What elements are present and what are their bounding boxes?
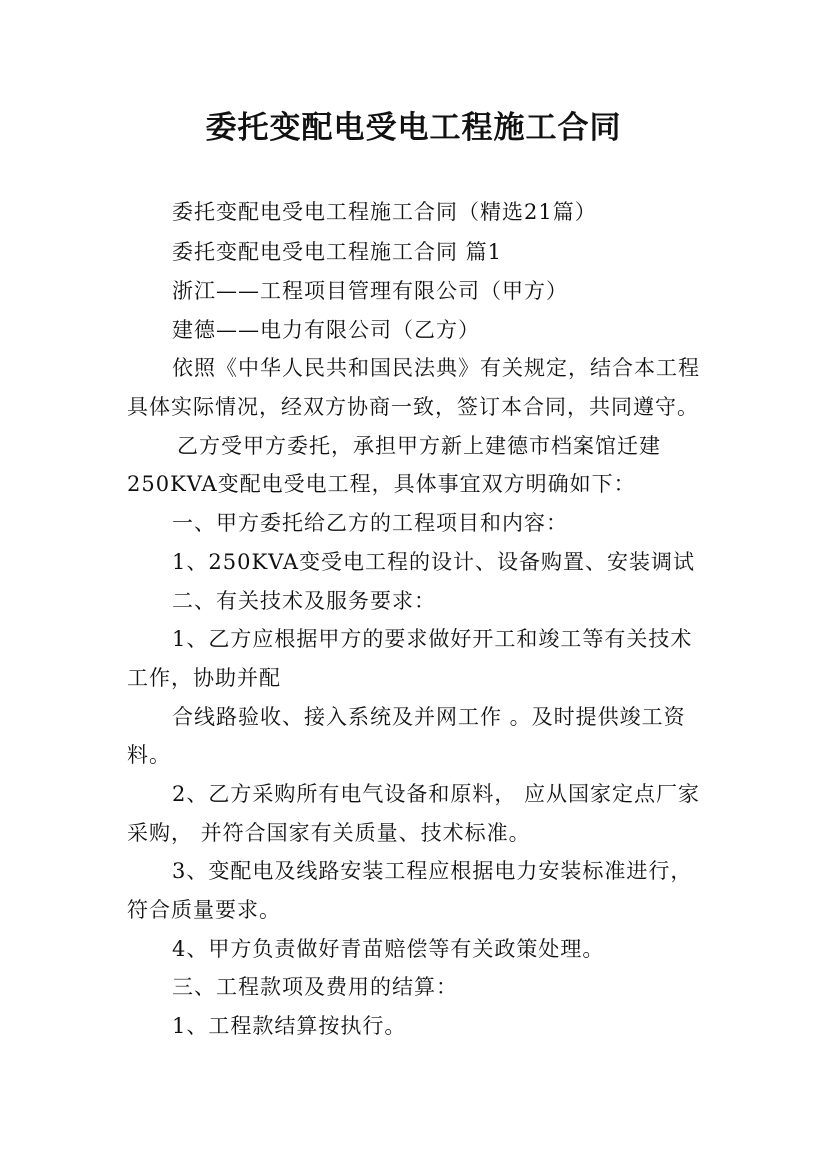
party-a-line: 浙江——工程项目管理有限公司（甲方） [172, 279, 568, 303]
clause-item: 1、乙方应根据甲方的要求做好开工和竣工等有关技术 [172, 627, 693, 651]
clause-item-continued: 合线路验收、接入系统及并网工作 。及时提供竣工资 [172, 705, 686, 729]
section-heading: 委托变配电受电工程施工合同 篇1 [172, 240, 503, 264]
clause-item: 2、乙方采购所有电气设备和原料， 应从国家定点厂家 [172, 782, 701, 806]
clause-item-continued: 采购， 并符合国家有关质量、技术标准。 [127, 821, 531, 845]
party-b-line: 建德——电力有限公司（乙方） [172, 318, 480, 342]
clause-heading: 三、工程款项及费用的结算： [172, 975, 458, 999]
paragraph-line: 具体实际情况，经双方协商一致，签订本合同，共同遵守。 [127, 395, 699, 419]
clause-heading: 一、甲方委托给乙方的工程项目和内容： [172, 511, 568, 535]
clause-heading: 二、有关技术及服务要求： [172, 589, 436, 613]
subtitle-line: 委托变配电受电工程施工合同（精选21篇） [172, 200, 597, 224]
paragraph-line: 250KVA变配电受电工程，具体事宜双方明确如下： [127, 472, 636, 496]
clause-item: 3、变配电及线路安装工程应根据电力安装标准进行， [172, 859, 693, 883]
clause-item: 4、甲方负责做好青苗赔偿等有关政策处理。 [172, 937, 605, 961]
clause-item-continued: 料。 [127, 743, 171, 767]
document-title: 委托变配电受电工程施工合同 [205, 110, 622, 146]
paragraph-line: 乙方受甲方委托，承担甲方新上建德市档案馆迁建 [177, 434, 661, 458]
clause-item-continued: 工作，协助并配 [127, 666, 281, 690]
clause-item: 1、250KVA变受电工程的设计、设备购置、安装调试 [172, 550, 696, 574]
clause-item-continued: 符合质量要求。 [127, 898, 281, 922]
clause-item: 1、工程款结算按执行。 [172, 1014, 407, 1038]
paragraph-line: 依照《中华人民共和国民法典》有关规定，结合本工程 [172, 356, 700, 380]
